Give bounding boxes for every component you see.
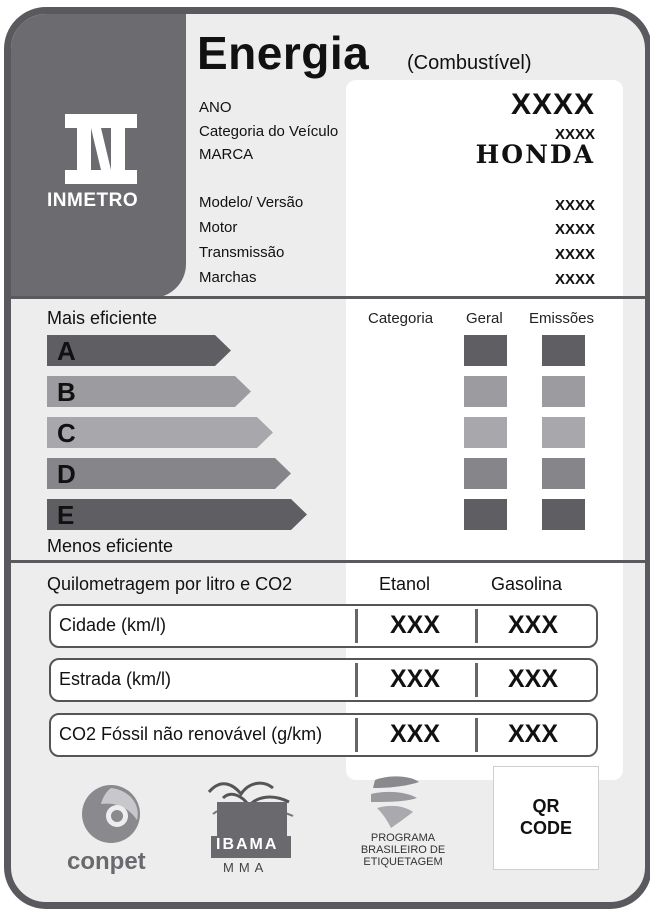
efficiency-arrow-c — [47, 417, 273, 448]
row-estrada — [49, 658, 598, 702]
inmetro-panel — [11, 14, 186, 298]
row-co2 — [49, 713, 598, 757]
energy-label — [4, 7, 650, 909]
qr-code-placeholder[interactable] — [493, 766, 599, 870]
conpet-text: conpet — [67, 848, 146, 875]
ano-label: ANO — [199, 99, 232, 116]
emissoes-box-d — [542, 458, 585, 489]
ano-value: XXXX — [510, 88, 595, 121]
column-separator — [355, 609, 358, 643]
pbe-logo-icon — [367, 772, 423, 830]
col-emissoes: Emissões — [529, 310, 595, 327]
label-subtitle: (Combustível) — [407, 52, 532, 74]
section-divider — [11, 296, 645, 299]
emissoes-box-e — [542, 499, 585, 530]
etanol-value: XXX — [389, 611, 441, 639]
conpet-logo-icon — [77, 782, 149, 844]
marchas-value: XXXX — [554, 271, 595, 288]
geral-box-b — [464, 376, 507, 407]
section-divider — [11, 560, 645, 563]
modelo-label: Modelo/ Versão — [199, 194, 304, 211]
efficiency-letter: C — [57, 418, 76, 448]
transmissao-value: XXXX — [554, 246, 595, 263]
arrow-shape — [47, 376, 251, 407]
pbe-line: BRASILEIRO DE — [360, 844, 446, 856]
ibama-logo-icon — [203, 774, 297, 836]
row-label: Cidade (km/l) — [59, 615, 167, 635]
row-label: CO2 Fóssil não renovável (g/km) — [59, 724, 323, 744]
etanol-value: XXX — [389, 720, 441, 748]
efficiency-letter: B — [57, 377, 76, 407]
inmetro-text: INMETRO — [47, 190, 139, 211]
arrow-shape — [47, 499, 307, 530]
marca-label: MARCA — [199, 146, 254, 163]
etanol-value: XXX — [389, 665, 441, 693]
geral-box-c — [464, 417, 507, 448]
efficiency-letter: A — [57, 336, 76, 366]
col-gasolina: Gasolina — [491, 574, 563, 594]
menos-eficiente-label: Menos eficiente — [47, 536, 174, 556]
efficiency-arrow-a — [47, 335, 231, 366]
mais-eficiente-label: Mais eficiente — [47, 308, 158, 328]
emissoes-box-a — [542, 335, 585, 366]
motor-label: Motor — [199, 219, 238, 236]
pbe-line: PROGRAMA — [370, 832, 436, 844]
geral-box-e — [464, 499, 507, 530]
efficiency-arrow-e — [47, 499, 307, 530]
row-cidade — [49, 604, 598, 648]
motor-value: XXXX — [554, 221, 595, 238]
geral-box-a — [464, 335, 507, 366]
mma-text: MMA — [223, 860, 269, 875]
marchas-label: Marchas — [199, 269, 257, 286]
emissoes-box-b — [542, 376, 585, 407]
categoria-label: Categoria do Veículo — [199, 123, 339, 140]
marca-value: HONDA — [475, 140, 595, 169]
column-separator — [475, 718, 478, 752]
arrow-shape — [47, 417, 273, 448]
col-etanol: Etanol — [379, 574, 431, 594]
column-separator — [355, 663, 358, 697]
col-categoria: Categoria — [368, 310, 434, 327]
categoria-value: XXXX — [554, 126, 595, 143]
gasolina-value: XXX — [507, 611, 559, 639]
arrow-shape — [47, 458, 291, 489]
modelo-value: XXXX — [554, 197, 595, 214]
pbe-text — [353, 832, 453, 868]
efficiency-arrow-b — [47, 376, 251, 407]
gasolina-value: XXX — [507, 720, 559, 748]
label-title: Energia — [197, 27, 370, 79]
column-separator — [355, 718, 358, 752]
transmissao-label: Transmissão — [199, 244, 285, 261]
ibama-text: IBAMA — [216, 836, 279, 853]
column-separator — [475, 609, 478, 643]
qr-line: CODE — [519, 818, 572, 838]
efficiency-arrow-d — [47, 458, 291, 489]
column-separator — [475, 663, 478, 697]
efficiency-letter: E — [57, 500, 75, 530]
geral-box-d — [464, 458, 507, 489]
row-label: Estrada (km/l) — [59, 669, 172, 689]
col-geral: Geral — [466, 310, 503, 327]
inmetro-logo-icon — [65, 114, 137, 184]
consumption-heading: Quilometragem por litro e CO2 — [47, 574, 293, 594]
qr-line: QR — [532, 796, 560, 816]
pbe-line: ETIQUETAGEM — [363, 856, 443, 868]
gasolina-value: XXX — [507, 665, 559, 693]
emissoes-box-c — [542, 417, 585, 448]
efficiency-letter: D — [57, 459, 76, 489]
